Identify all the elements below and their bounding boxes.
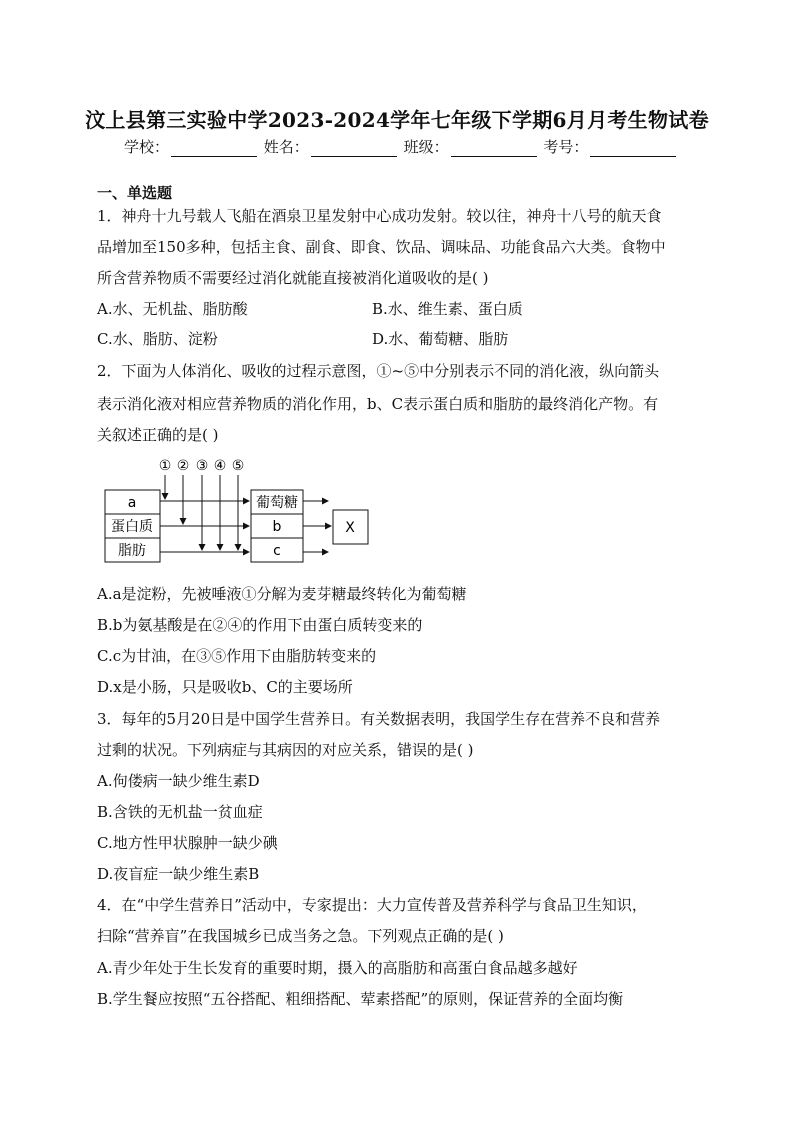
- exam-title: 汶上县第三实验中学2023-2024学年七年级下学期6月月考生物试卷: [85, 108, 709, 132]
- q3-line-1: 3．每年的5月20日是中国学生营养日。有关数据表明，我国学生存在营养不良和营养: [97, 710, 661, 728]
- name-blank[interactable]: [311, 142, 397, 157]
- school-label: 学校：: [124, 138, 170, 156]
- q3-line-2: 过剩的状况。下列病症与其病因的对应关系，错误的是( ): [97, 741, 474, 759]
- q1-line-3: 所含营养物质不需要经过消化就能直接被消化道吸收的是( ): [97, 269, 489, 287]
- juice-label-5: ⑤: [231, 458, 245, 474]
- input-label-a: a: [127, 495, 137, 511]
- target-label-x: X: [345, 520, 355, 536]
- juice-label-2: ②: [176, 458, 190, 474]
- q3-option-a: A.佝偻病一缺少维生素D: [97, 772, 260, 790]
- q3-option-b: B.含铁的无机盐一贫血症: [97, 803, 263, 821]
- product-label-b: b: [272, 519, 282, 535]
- q4-option-a: A.青少年处于生长发育的重要时期，摄入的高脂肪和高蛋白食品越多越好: [97, 959, 578, 977]
- q3-option-d: D.夜盲症一缺少维生素B: [97, 865, 260, 883]
- exam-number-label: 考号：: [543, 138, 589, 156]
- q1-line-1: 1．神舟十九号载人飞船在酒泉卫星发射中心成功发射。较以往，神舟十八号的航天食: [97, 207, 662, 225]
- section-heading: 一、单选题: [97, 184, 173, 202]
- q4-line-2: 扫除“营养盲”在我国城乡已成当务之急。下列观点正确的是( ): [97, 927, 504, 945]
- q1-line-2: 品增加至150多种，包括主食、副食、即食、饮品、调味品、功能食品六大类。食物中: [97, 238, 666, 256]
- input-label-protein: 蛋白质: [111, 519, 153, 535]
- class-label: 班级：: [403, 138, 449, 156]
- q2-line-1: 2．下面为人体消化、吸收的过程示意图，①~⑤中分别表示不同的消化液，纵向箭头: [97, 362, 660, 380]
- class-blank[interactable]: [451, 142, 537, 157]
- q1-option-a: A.水、无机盐、脂肪酸: [97, 300, 248, 318]
- q1-option-d: D.水、葡萄糖、脂肪: [372, 330, 509, 348]
- q1-option-c: C.水、脂肪、淀粉: [97, 330, 218, 348]
- digestion-diagram: [100, 456, 380, 568]
- juice-label-4: ④: [213, 458, 227, 474]
- q2-line-2: 表示消化液对相应营养物质的消化作用，b、C表示蛋白质和脂肪的最终消化产物。有: [97, 395, 659, 413]
- input-label-fat: 脂肪: [118, 543, 146, 559]
- product-label-c: c: [273, 543, 281, 559]
- school-blank[interactable]: [171, 142, 257, 157]
- q2-option-d: D.x是小肠，只是吸收b、C的主要场所: [97, 678, 353, 696]
- q2-option-c: C.c为甘油，在③⑤作用下由脂肪转变来的: [97, 647, 377, 665]
- product-label-glucose: 葡萄糖: [256, 495, 298, 511]
- exam-number-blank[interactable]: [590, 142, 676, 157]
- q3-option-c: C.地方性甲状腺肿一缺少碘: [97, 834, 278, 852]
- student-info-row: [124, 136, 678, 157]
- name-label: 姓名：: [263, 138, 309, 156]
- q4-option-b: B.学生餐应按照“五谷搭配、粗细搭配、荤素搭配”的原则，保证营养的全面均衡: [97, 990, 624, 1008]
- q2-line-3: 关叙述正确的是( ): [97, 426, 219, 444]
- q2-option-b: B.b为氨基酸是在②④的作用下由蛋白质转变来的: [97, 616, 423, 634]
- juice-label-3: ③: [195, 458, 209, 474]
- q1-option-b: B.水、维生素、蛋白质: [372, 300, 523, 318]
- q2-option-a: A.a是淀粉，先被唾液①分解为麦芽糖最终转化为葡萄糖: [97, 585, 467, 603]
- juice-label-1: ①: [158, 458, 172, 474]
- q4-line-1: 4．在“中学生营养日”活动中，专家提出：大力宣传普及营养科学与食品卫生知识，: [97, 896, 647, 914]
